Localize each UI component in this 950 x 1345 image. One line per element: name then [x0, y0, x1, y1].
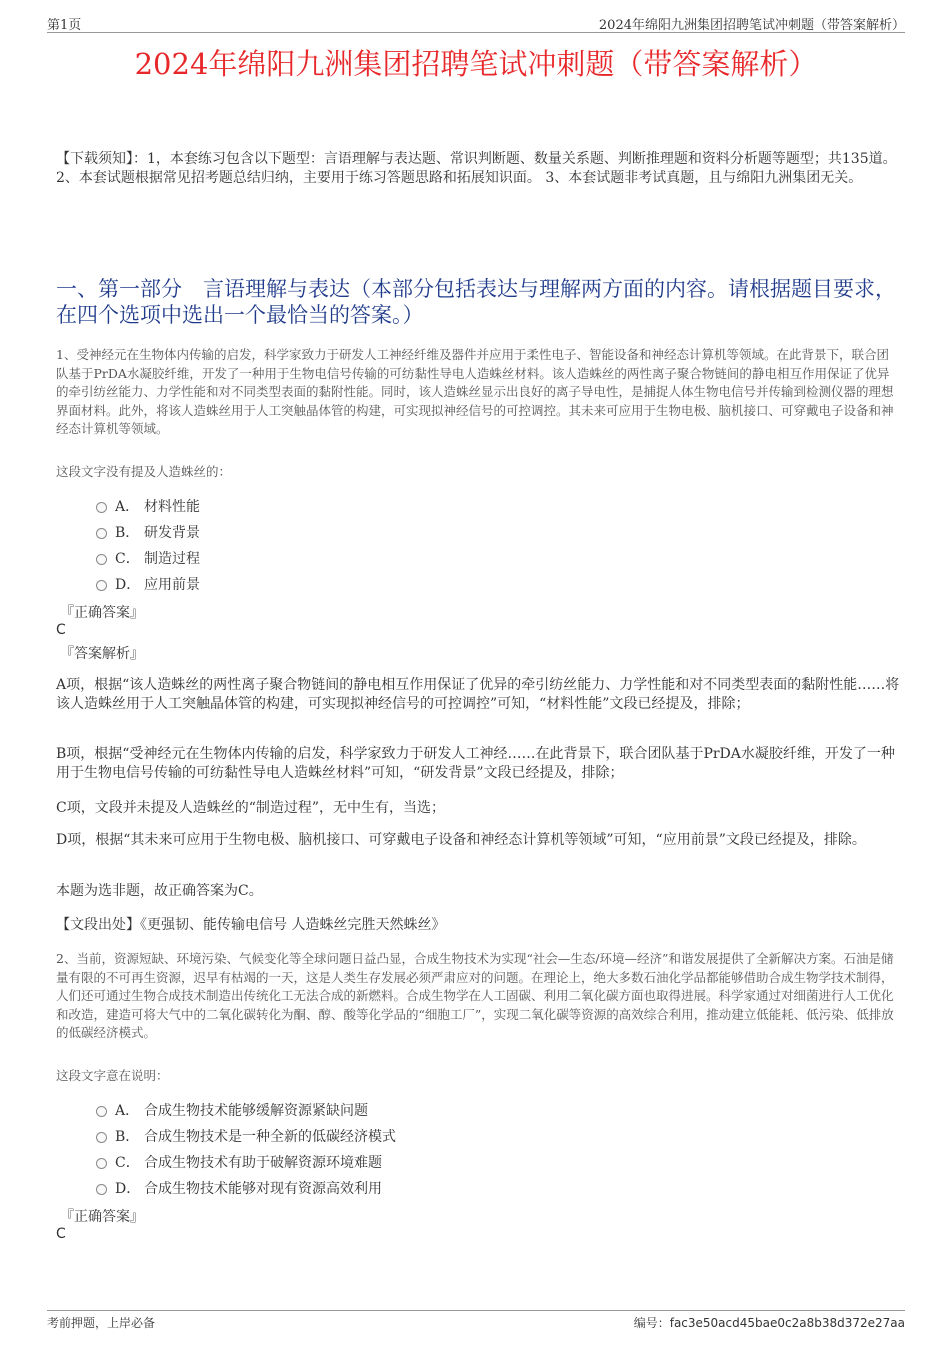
radio-icon[interactable] [96, 1184, 107, 1195]
analysis-c: C项，文段并未提及人造蛛丝的“制造过程”，无中生有，当选； [56, 800, 446, 816]
footer-slogan: 考前押题，上岸必备 [47, 1316, 156, 1330]
analysis-label: 『答案解析』 [60, 646, 144, 662]
question-2-passage: 2、当前，资源短缺、环境污染、气候变化等全球问题日益凸显，合成生物技术为实现“社会—生态/环境—经济”和谐发展提供了全新解决方案。石油是储量有限的不可再生资源，迟早有枯竭的一天，这是人类生存发展必须严肃应对的问题。在理论上，绝大多数石油化学品都能够借助合成生物学技术制得，人们还可通过生物合成技术制造出传统化工无法合成的新燃料。合成生物学在人工固碳、利用二氧化碳方面也取得进展。科学家通过对细菌进行人工优化和改造，建造可将大气中的二氧化碳转化为酮、醇、酸等化学品的“细胞工厂”，实现二氧化碳等资源的高效综合利用，推动建立低能耗、低污染、低排放的低碳经济模式。 [56, 951, 894, 1040]
radio-icon[interactable] [96, 554, 107, 565]
option-d[interactable]: D． 应用前景 [96, 573, 596, 599]
answer-value: C [56, 622, 66, 638]
footer-code-label: 编号： [633, 1316, 670, 1330]
answer-label: 『正确答案』 [60, 1209, 144, 1225]
page-header [47, 12, 905, 33]
option-d[interactable]: D． 合成生物技术能够对现有资源高效利用 [96, 1177, 596, 1203]
footer-code [634, 1314, 905, 1331]
radio-icon[interactable] [96, 1106, 107, 1117]
document-title: 2024年绵阳九洲集团招聘笔试冲刺题（带答案解析） [134, 47, 818, 81]
download-notice: 【下载须知】：1，本套练习包含以下题型：言语理解与表达题、常识判断题、数量关系题、判断推理题和资料分析题等题型；共135道。 2、本套试题根据常见招考题总结归纳，主要用于练习答题思路和拓展知识面。 3、本套试题非考试真题，且与绵阳九洲集团无关。 [56, 151, 897, 186]
radio-icon[interactable] [96, 528, 107, 539]
question-1-options [96, 495, 596, 599]
question-2-options [96, 1099, 596, 1203]
question-2-prompt: 这段文字意在说明： [56, 1068, 169, 1083]
radio-icon[interactable] [96, 1132, 107, 1143]
analysis-conclusion: 本题为选非题，故正确答案为C。 [56, 883, 263, 899]
analysis-b: B项，根据“受神经元在生物体内传输的启发，科学家致力于研发人工神经……在此背景下，联合团队基于PrDA水凝胶纤维，开发了一种用于生物电信号传输的可纺黏性导电人造蛛丝材料”可知，“研发背景”文段已经提及，排除； [56, 746, 895, 781]
option-c[interactable]: C． 合成生物技术有助于破解资源环境难题 [96, 1151, 596, 1177]
option-b[interactable]: B． 合成生物技术是一种全新的低碳经济模式 [96, 1125, 596, 1151]
header-doc-title: 2024年绵阳九洲集团招聘笔试冲刺题（带答案解析） [598, 18, 905, 33]
footer-divider [47, 1310, 905, 1311]
option-c[interactable]: C． 制造过程 [96, 547, 596, 573]
radio-icon[interactable] [96, 580, 107, 591]
option-b[interactable]: B． 研发背景 [96, 521, 596, 547]
option-a[interactable]: A． 合成生物技术能够缓解资源紧缺问题 [96, 1099, 596, 1125]
section-heading: 一、第一部分 言语理解与表达（本部分包括表达与理解两方面的内容。请根据题目要求，在四个选项中选出一个最恰当的答案。） [56, 277, 896, 327]
radio-icon[interactable] [96, 502, 107, 513]
footer-code-value: fac3e50acd45bae0c2a8b38d372e27aa [669, 1316, 905, 1330]
question-1-passage: 1、受神经元在生物体内传输的启发，科学家致力于研发人工神经纤维及器件并应用于柔性电子、智能设备和神经态计算机等领域。在此背景下，联合团队基于PrDA水凝胶纤维，开发了一种用于生物电信号传输的可纺黏性导电人造蛛丝材料。该人造蛛丝的两性离子聚合物链间的静电相互作用保证了优异的牵引纺丝能力、力学性能和对不同类型表面的黏附性能。同时，该人造蛛丝显示出良好的离子导电性，是捕捉人体生物电信号并传输到检测仪器的理想界面材料。此外，将该人造蛛丝用于人工突触晶体管的构建，可实现拟神经信号的可控调控。其未来可应用于生物电极、脑机接口、可穿戴电子设备和神经态计算机等领域。 [56, 347, 894, 436]
question-1-prompt: 这段文字没有提及人造蛛丝的： [56, 464, 232, 479]
analysis-d: D项，根据“其未来可应用于生物电极、脑机接口、可穿戴电子设备和神经态计算机等领域”可知，“应用前景”文段已经提及，排除。 [56, 832, 866, 848]
page-number: 第1页 [47, 18, 82, 33]
passage-source: 【文段出处】《更强韧、能传输电信号 人造蛛丝完胜天然蛛丝》 [56, 917, 446, 933]
option-a[interactable]: A． 材料性能 [96, 495, 596, 521]
answer-value: C [56, 1226, 66, 1242]
analysis-a: A项，根据“该人造蛛丝的两性离子聚合物链间的静电相互作用保证了优异的牵引纺丝能力、力学性能和对不同类型表面的黏附性能……将该人造蛛丝用于人工突触晶体管的构建，可实现拟神经信号的可控调控”可知，“材料性能”文段已经提及，排除； [56, 677, 900, 712]
radio-icon[interactable] [96, 1158, 107, 1169]
answer-label: 『正确答案』 [60, 605, 144, 621]
